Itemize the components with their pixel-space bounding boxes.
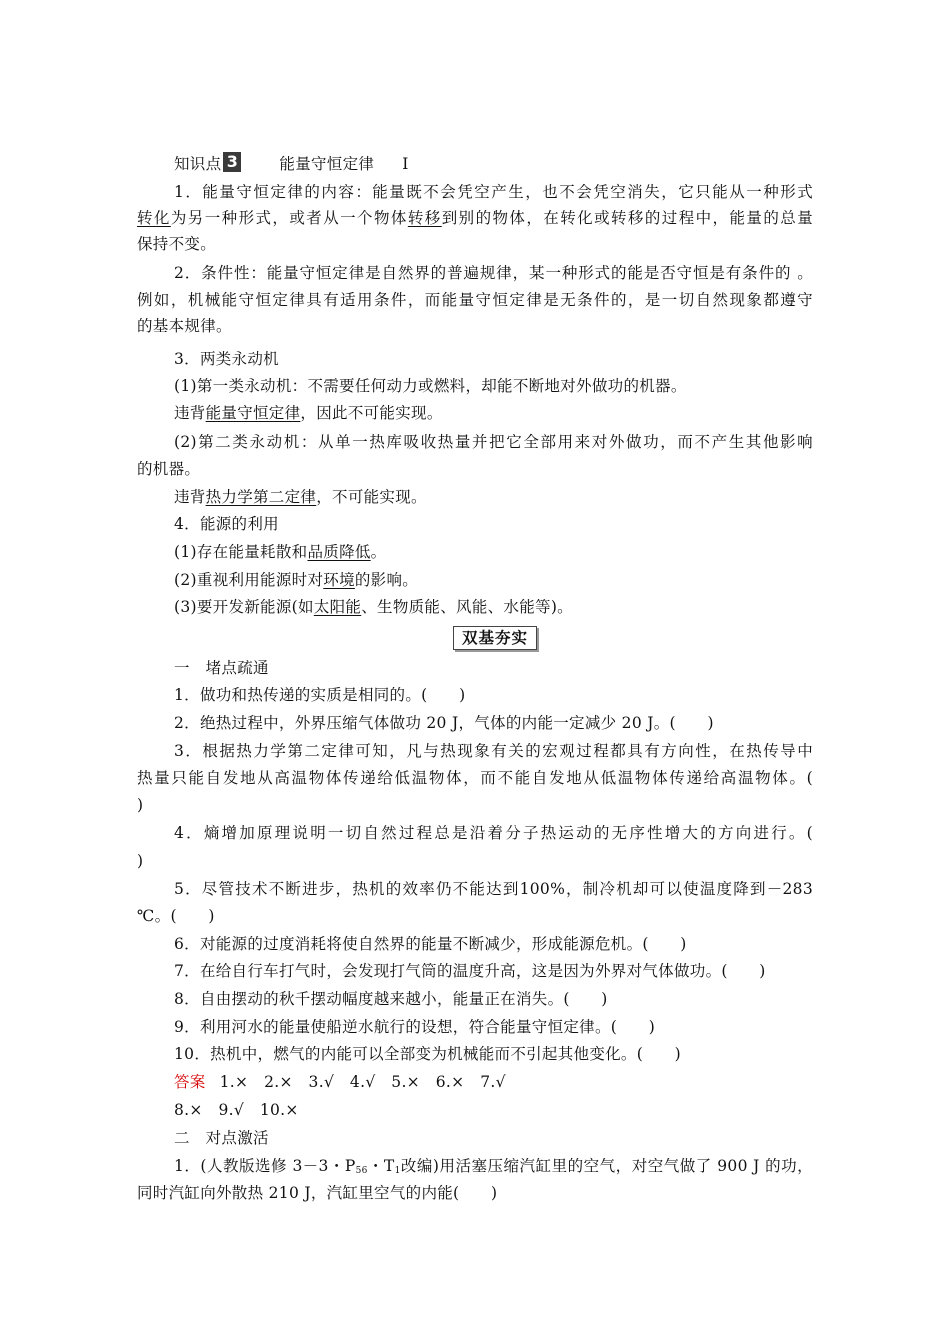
paragraph-line: 4．能源的利用 <box>174 515 279 533</box>
heading-number-badge: 3 <box>223 152 241 172</box>
text-span: 违背 <box>174 404 206 422</box>
paragraph-line: 2．条件性：能量守恒定律是自然界的普遍规律，某一种形式的能是否守恒是有条件的 。 <box>174 264 813 282</box>
question-line: 同时汽缸向外散热 210 J，汽缸里空气的内能( ) <box>137 1184 498 1202</box>
paragraph-line <box>174 597 573 617</box>
answer-label: 答案 <box>174 1073 206 1091</box>
text-span: ，不可能实现。 <box>316 488 427 506</box>
subscript: 1 <box>394 1166 401 1176</box>
heading-level: Ⅰ <box>402 155 409 173</box>
underlined-term: 转移 <box>407 209 442 227</box>
answer-line: 8.× 9.√ 10.× <box>174 1101 299 1119</box>
question-line: 10．热机中，燃气的内能可以全部变为机械能而不引起其他变化。( ) <box>174 1045 682 1063</box>
paragraph-line: (2)第二类永动机：从单一热库吸收热量并把它全部用来对外做功，而不产生其他影响 <box>174 433 813 451</box>
text-span: 、生物质能、风能、水能等)。 <box>361 598 573 616</box>
text-span: 1．(人教版选修 3－3・P <box>174 1157 356 1175</box>
underlined-term: 太阳能 <box>313 598 362 616</box>
paragraph-line <box>174 403 443 423</box>
question-line: 9．利用河水的能量使船逆水航行的设想，符合能量守恒定律。( ) <box>174 1018 656 1036</box>
text-span: 的影响。 <box>354 571 419 589</box>
text-span: ，因此不可能实现。 <box>300 404 443 422</box>
question-line: 4．熵增加原理说明一切自然过程总是沿着分子热运动的无序性增大的方向进行。( <box>174 824 813 842</box>
section-banner: 双基夯实 <box>453 626 537 650</box>
subscript: 56 <box>355 1166 368 1176</box>
underlined-term: 能量守恒定律 <box>205 404 301 422</box>
paragraph-line <box>174 487 427 507</box>
paragraph-line: 3．两类永动机 <box>174 350 279 368</box>
paragraph-line: 1．能量守恒定律的内容：能量既不会凭空产生，也不会凭空消失，它只能从一种形式 <box>174 183 813 201</box>
question-line: 5．尽管技术不断进步，热机的效率仍不能达到100%，制冷机却可以使温度降到－283 <box>174 880 813 898</box>
underlined-term: 环境 <box>323 571 355 589</box>
text-span: (3)要开发新能源(如 <box>174 598 314 616</box>
underlined-term: 品质降低 <box>307 543 371 561</box>
paragraph-line: 例如，机械能守恒定律具有适用条件，而能量守恒定律是无条件的，是一切自然现象都遵守 <box>137 291 813 309</box>
question-line: 2．绝热过程中，外界压缩气体做功 20 J，气体的内能一定减少 20 J。( ) <box>174 714 714 732</box>
text-span: 到别的物体，在转化或转移的过程中，能量的总量 <box>441 209 813 227</box>
question-line: ) <box>137 852 144 870</box>
paragraph-line <box>174 542 386 562</box>
question-line: ) <box>137 796 144 814</box>
question-line: 热量只能自发地从高温物体传递给低温物体，而不能自发地从低温物体传递给高温物体。( <box>137 769 813 787</box>
underlined-term: 热力学第二定律 <box>205 488 317 506</box>
heading-title: 能量守恒定律 <box>279 155 375 173</box>
text-span: 为另一种形式，或者从一个物体 <box>170 209 408 227</box>
paragraph-line <box>137 208 813 228</box>
question-line: 3．根据热力学第二定律可知，凡与热现象有关的宏观过程都具有方向性，在热传导中 <box>174 742 813 760</box>
answers-text: 1.× 2.× 3.√ 4.√ 5.× 6.× 7.√ <box>219 1073 506 1091</box>
knowledge-point-heading <box>174 152 409 174</box>
underlined-term: 转化 <box>137 209 171 227</box>
paragraph-line: 保持不变。 <box>137 235 217 253</box>
text-span: 改编)用活塞压缩汽缸里的空气，对空气做了 900 J 的功， <box>400 1157 813 1175</box>
answer-line <box>174 1072 506 1092</box>
text-span: (1)存在能量耗散和 <box>174 543 308 561</box>
paragraph-line: 的机器。 <box>137 460 201 478</box>
text-span: (2)重视利用能源时对 <box>174 571 324 589</box>
heading-prefix: 知识点 <box>174 155 222 173</box>
paragraph-line <box>174 570 418 590</box>
question-line <box>174 1156 813 1181</box>
question-line: ℃。( ) <box>137 907 215 925</box>
paragraph-line: (1)第一类永动机：不需要任何动力或燃料，却能不断地对外做功的机器。 <box>174 377 687 395</box>
text-span: 。 <box>370 543 387 561</box>
paragraph-line: 的基本规律。 <box>137 317 232 335</box>
text-span: ・T <box>367 1157 395 1175</box>
question-line: 6．对能源的过度消耗将使自然界的能量不断减少，形成能源危机。( ) <box>174 935 687 953</box>
section-title: 二 对点激活 <box>174 1129 269 1147</box>
text-span: 违背 <box>174 488 206 506</box>
section-title: 一 堵点疏通 <box>174 659 269 677</box>
question-line: 1．做功和热传递的实质是相同的。( ) <box>174 686 466 704</box>
question-line: 8．自由摆动的秋千摆动幅度越来越小，能量正在消失。( ) <box>174 990 608 1008</box>
question-line: 7．在给自行车打气时，会发现打气筒的温度升高，这是因为外界对气体做功。( ) <box>174 962 766 980</box>
